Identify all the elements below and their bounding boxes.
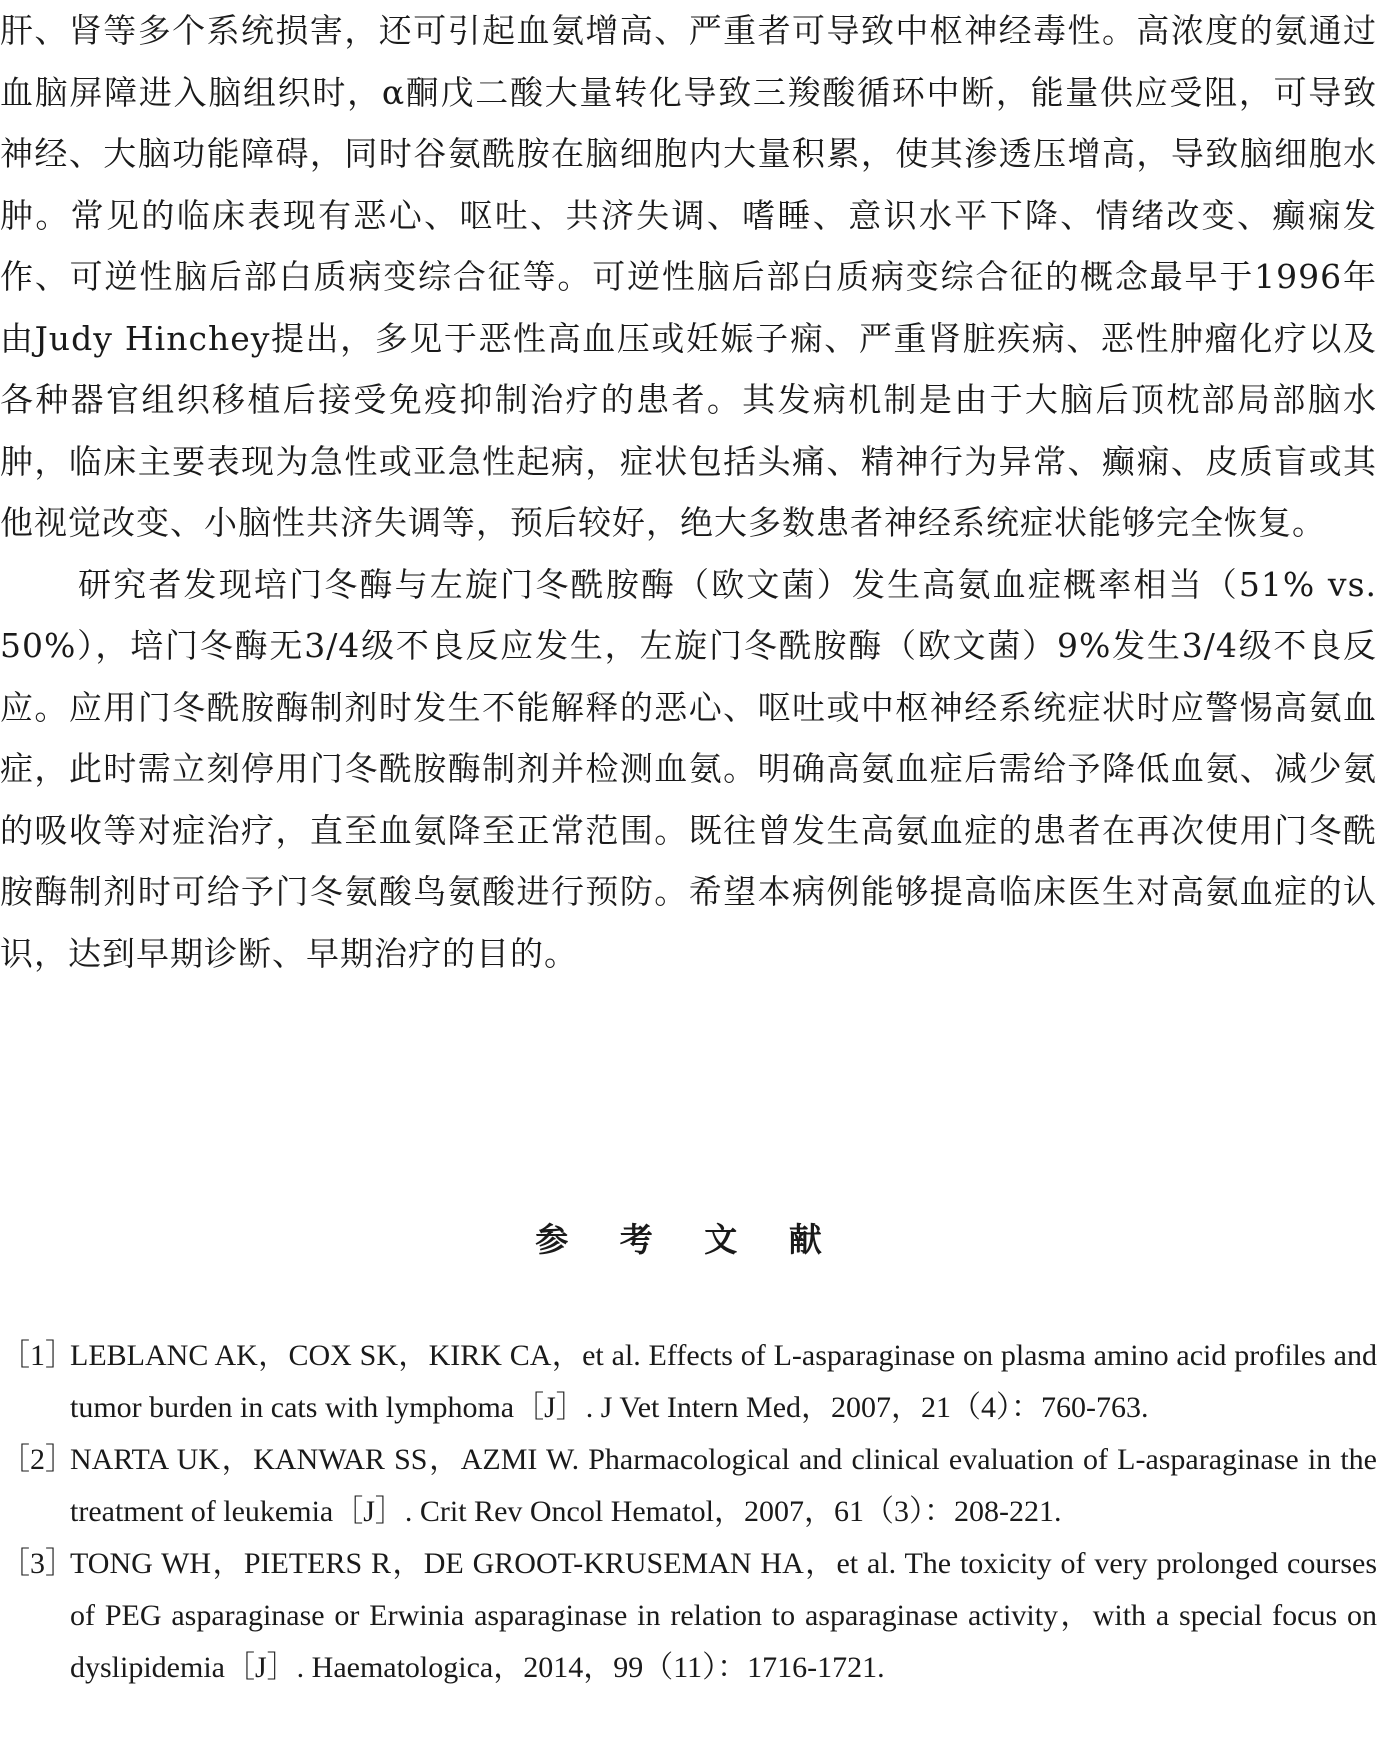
- reference-number: ［1］: [0, 1339, 75, 1372]
- reference-item: [0, 1330, 1377, 1434]
- body-paragraph-continuation: 肝、肾等多个系统损害，还可引起血氨增高、严重者可导致中枢神经毒性。高浓度的氨通过血脑屏障进入脑组织时，α酮戊二酸大量转化导致三羧酸循环中断，能量供应受阻，可导致神经、大脑功能障碍，同时谷氨酰胺在脑细胞内大量积累，使其渗透压增高，导致脑细胞水肿。常见的临床表现有恶心、呕吐、共济失调、嗜睡、意识水平下降、情绪改变、癫痫发作、可逆性脑后部白质病变综合征等。可逆性脑后部白质病变综合征的概念最早于1996年由Judy Hinchey提出，多见于恶性高血压或妊娠子痫、严重肾脏疾病、恶性肿瘤化疗以及各种器官组织移植后接受免疫抑制治疗的患者。其发病机制是由于大脑后顶枕部局部脑水肿，临床主要表现为急性或亚急性起病，症状包括头痛、精神行为异常、癫痫、皮质盲或其他视觉改变、小脑性共济失调等，预后较好，绝大多数患者神经系统症状能够完全恢复。: [0, 11, 1377, 542]
- reference-number: ［2］: [0, 1443, 75, 1476]
- reference-list: [0, 1330, 1377, 1694]
- reference-item: [0, 1538, 1377, 1694]
- reference-text: TONG WH，PIETERS R，DE GROOT-KRUSEMAN HA，et al. The toxicity of very prolonged courses of PEG asparaginase or Erwinia asparaginase in relation to asparaginase activity，with a special focus on dyslipidemia［J］. Haematologica，2014，99（11）：1716-1721.: [70, 1547, 1377, 1684]
- references-heading: 参 考 文 献: [535, 1220, 842, 1259]
- reference-item: [0, 1434, 1377, 1538]
- reference-text: LEBLANC AK，COX SK，KIRK CA，et al. Effects of L-asparaginase on plasma amino acid profiles and tumor burden in cats with lymphoma［J］. J Vet Intern Med，2007，21（4）：760-763.: [70, 1339, 1377, 1424]
- body-paragraph-discussion: 研究者发现培门冬酶与左旋门冬酰胺酶（欧文菌）发生高氨血症概率相当（51% vs. 50%），培门冬酶无3/4级不良反应发生，左旋门冬酰胺酶（欧文菌）9%发生3/4级不良反应。应用门冬酰胺酶制剂时发生不能解释的恶心、呕吐或中枢神经系统症状时应警惕高氨血症，此时需立刻停用门冬酰胺酶制剂并检测血氨。明确高氨血症后需给予降低血氨、减少氨的吸收等对症治疗，直至血氨降至正常范围。既往曾发生高氨血症的患者在再次使用门冬酰胺酶制剂时可给予门冬氨酸鸟氨酸进行预防。希望本病例能够提高临床医生对高氨血症的认识，达到早期诊断、早期治疗的目的。: [0, 564, 1377, 973]
- reference-text: NARTA UK，KANWAR SS，AZMI W. Pharmacological and clinical evaluation of L-asparaginase in the treatment of leukemia［J］. Crit Rev Oncol Hematol，2007，61（3）：208-221.: [70, 1443, 1377, 1528]
- reference-number: ［3］: [0, 1547, 75, 1580]
